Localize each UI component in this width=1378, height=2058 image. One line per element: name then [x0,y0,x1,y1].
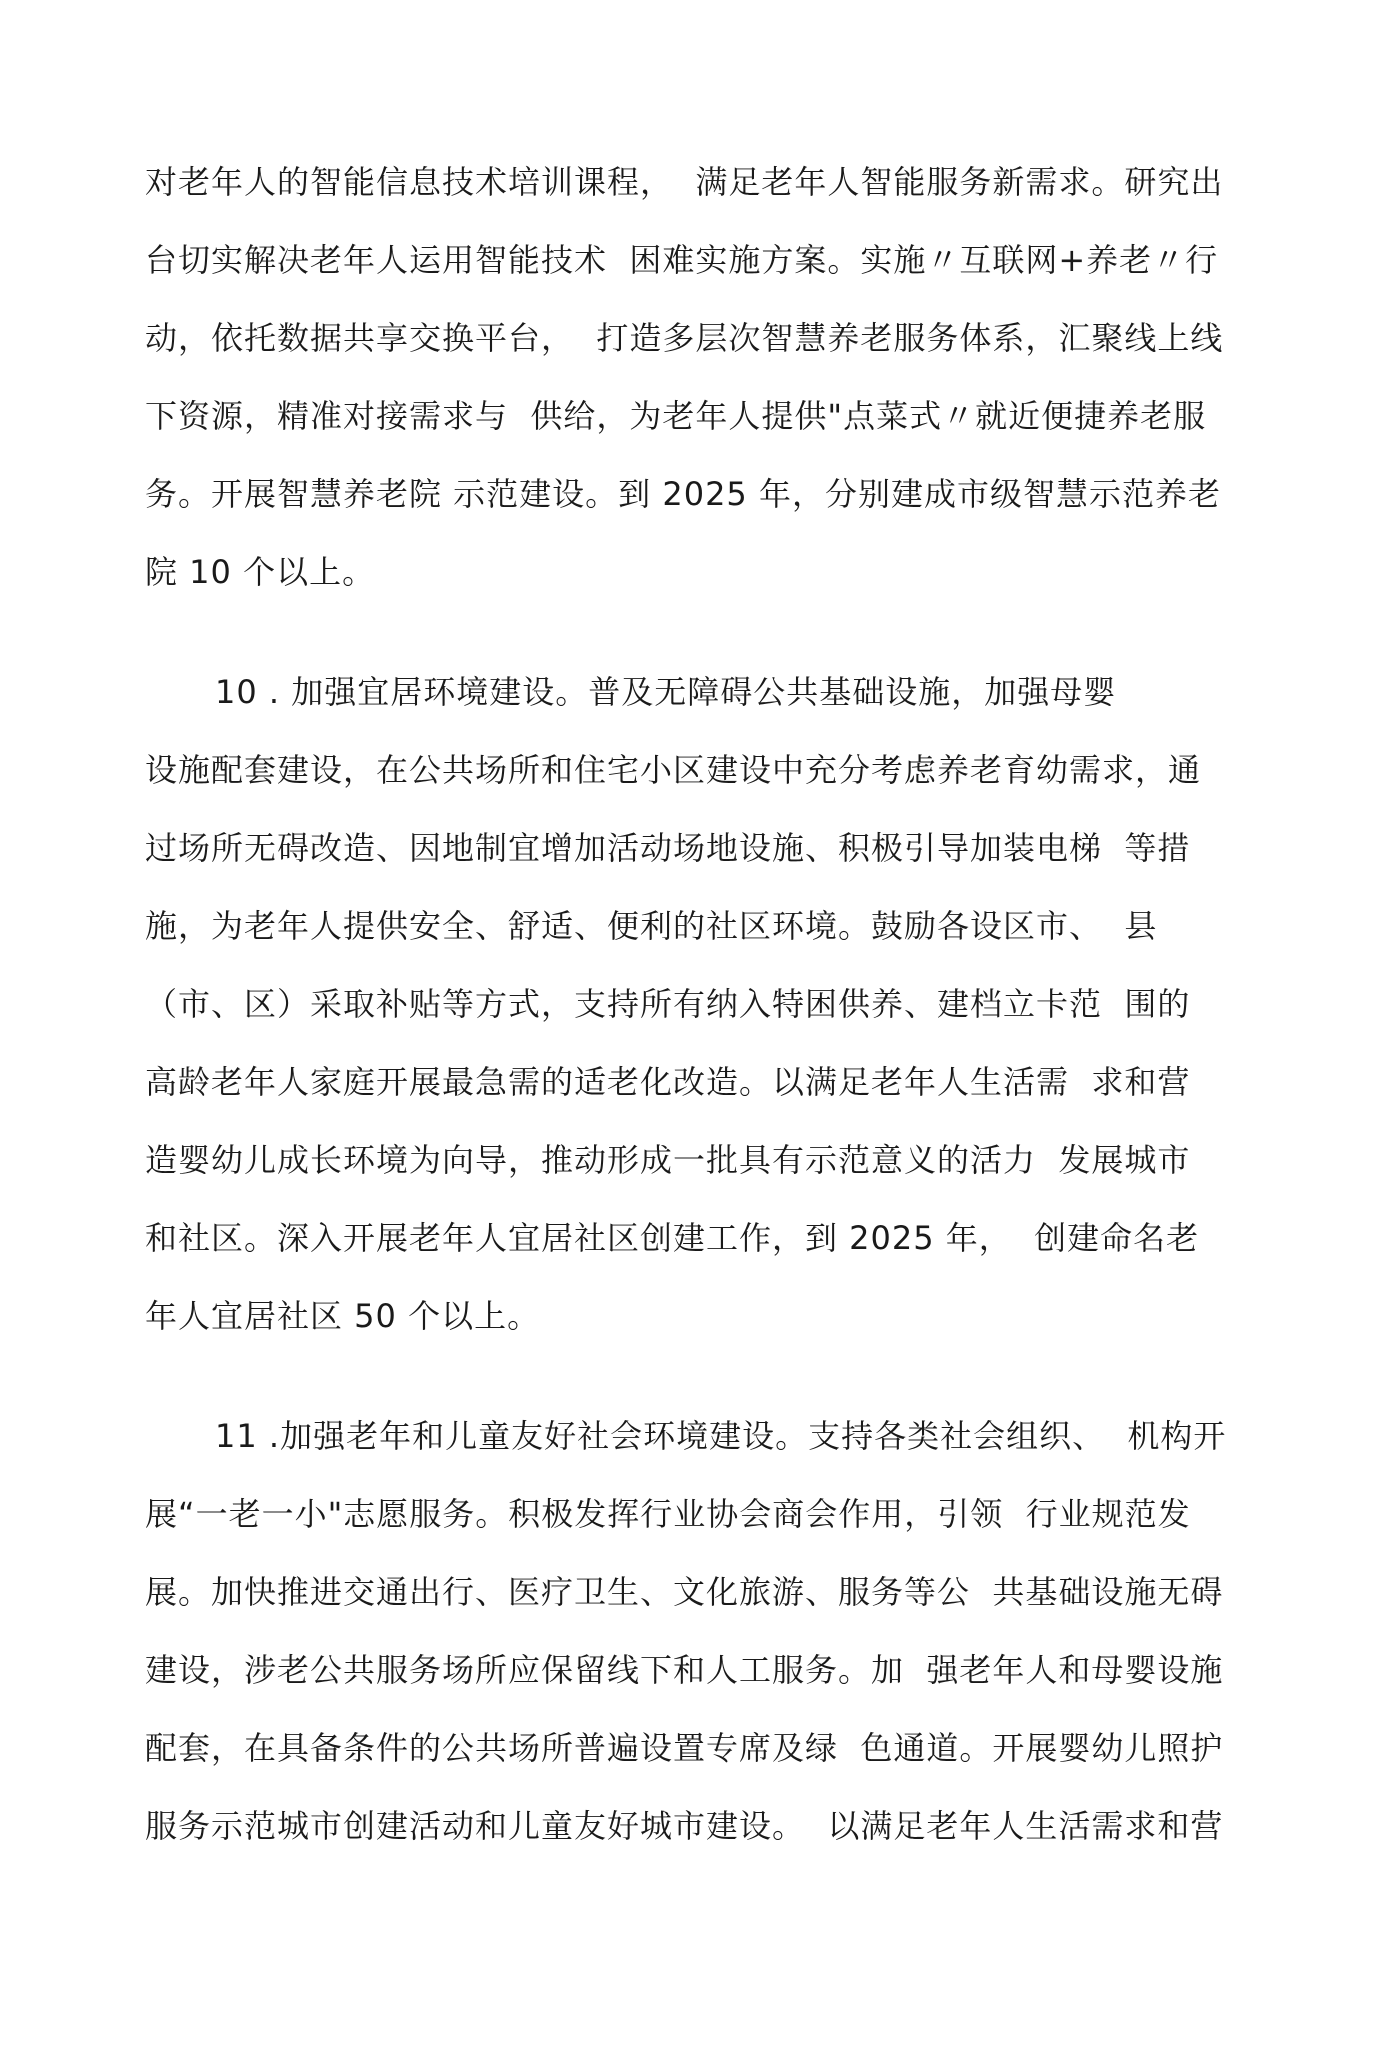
paragraph-3-line-1: 展“一老一小"志愿服务。积极发挥行业协会商会作用，引领 行业规范发 [145,1495,1191,1533]
paragraph-2-line-8: 年人宜居社区 50 个以上。 [145,1297,541,1335]
paragraph-2-line-7: 和社区。深入开展老年人宜居社区创建工作，到 2025 年， 创建命名老 [145,1219,1200,1257]
paragraph-2-line-1: 设施配套建设，在公共场所和住宅小区建设中充分考虑养老育幼需求，通 [145,751,1202,789]
paragraph-1-line-4: 下资源，精准对接需求与 供给，为老年人提供"点菜式〃就近便捷养老服 [145,397,1207,435]
paragraph-3-line-5: 服务示范城市创建活动和儿童友好城市建设。 以满足老年人生活需求和营 [145,1807,1224,1845]
paragraph-1-line-1: 对老年人的智能信息技术培训课程， 满足老年人智能服务新需求。研究出 [145,163,1224,201]
paragraph-2-line-5: 高龄老年人家庭开展最急需的适老化改造。以满足老年人生活需 求和营 [145,1063,1191,1101]
paragraph-1-line-6: 院 10 个以上。 [145,553,376,591]
paragraph-2-line-6: 造婴幼儿成长环境为向导，推动形成一批具有示范意义的活力 发展城市 [145,1141,1191,1179]
paragraph-1-line-2: 台切实解决老年人运用智能技术 困难实施方案。实施〃互联网+养老〃行 [145,241,1219,279]
paragraph-3-line-3: 建设，涉老公共服务场所应保留线下和人工服务。加 强老年人和母婴设施 [145,1651,1224,1689]
paragraph-2-line-3: 施，为老年人提供安全、舒适、便利的社区环境。鼓励各设区市、 县 [145,907,1158,945]
paragraph-2-line-4: （市、区）采取补贴等方式，支持所有纳入特困供养、建档立卡范 围的 [145,985,1191,1023]
paragraph-1-line-5: 务。开展智慧养老院 示范建设。到 2025 年，分别建成市级智慧示范养老 [145,475,1221,513]
paragraph-2-heading: 10 . 加强宜居环境建设。普及无障碍公共基础设施，加强母婴 [215,673,1117,711]
paragraph-1-line-3: 动，依托数据共享交换平台， 打造多层次智慧养老服务体系，汇聚线上线 [145,319,1224,357]
paragraph-3-line-4: 配套，在具备条件的公共场所普遍设置专席及绿 色通道。开展婴幼儿照护 [145,1729,1224,1767]
paragraph-3-heading: 11 .加强老年和儿童友好社会环境建设。支持各类社会组织、 机构开 [215,1417,1227,1455]
paragraph-2-line-2: 过场所无碍改造、因地制宜增加活动场地设施、积极引导加装电梯 等措 [145,829,1191,867]
paragraph-3-line-2: 展。加快推进交通出行、医疗卫生、文化旅游、服务等公 共基础设施无碍 [145,1573,1224,1611]
